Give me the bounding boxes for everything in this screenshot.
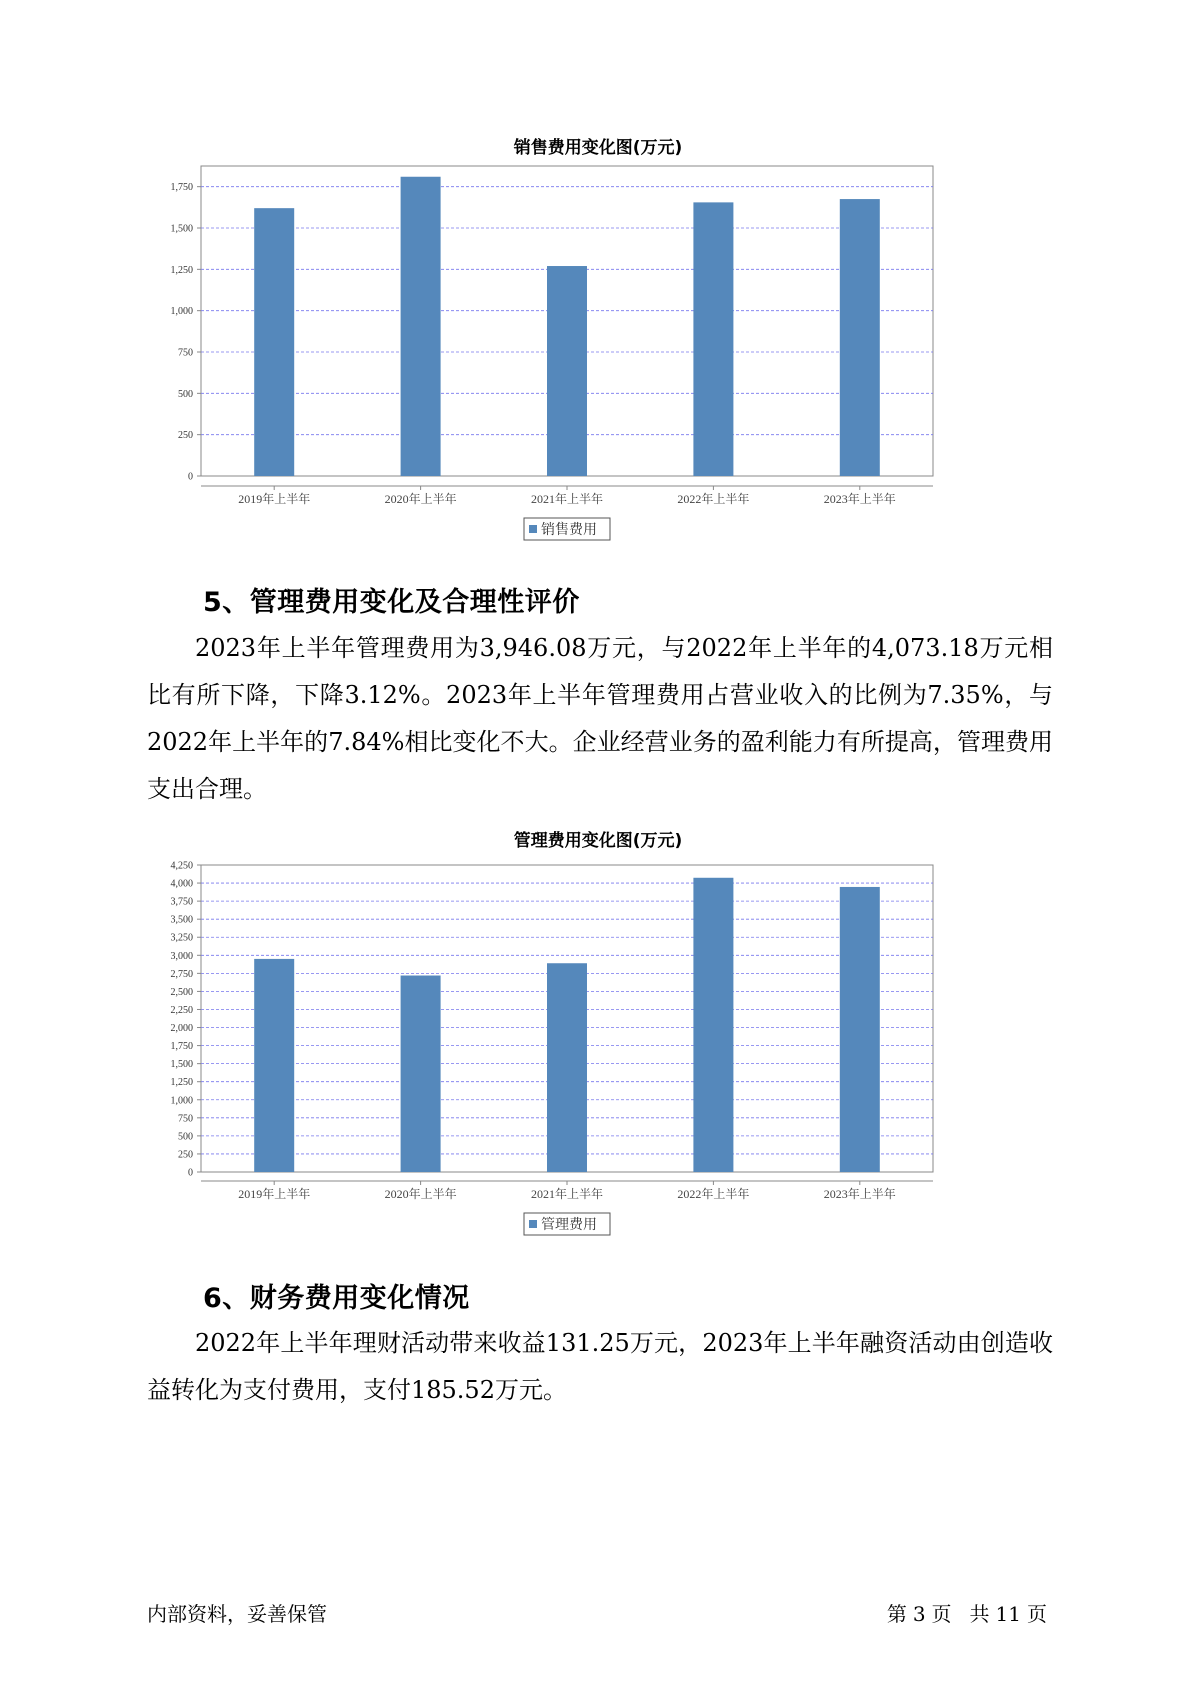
page-prefix: 第 [886, 1602, 907, 1626]
x-tick-label: 2022年上半年 [677, 492, 750, 506]
page-number: 3 [912, 1602, 926, 1626]
x-tick-label: 2021年上半年 [530, 492, 604, 506]
chart-title: 管理费用变化图(万元) [513, 831, 683, 851]
y-tick-label: 1,000 [170, 1095, 193, 1107]
y-tick-label: 0 [188, 471, 193, 483]
sales-expense-chart [168, 130, 1018, 550]
legend-label: 销售费用 [541, 523, 597, 538]
section-5-heading: 5、管理费用变化及合理性评价 [203, 587, 580, 618]
y-tick-label: 4,000 [170, 878, 193, 890]
y-tick-label: 1,500 [170, 223, 193, 235]
bar [401, 177, 441, 476]
bar [547, 266, 587, 476]
y-tick-label: 2,500 [170, 986, 193, 998]
y-tick-label: 500 [178, 1131, 193, 1143]
legend-swatch [529, 525, 537, 533]
chart-title: 销售费用变化图(万元) [513, 138, 683, 158]
y-tick-label: 1,000 [170, 306, 193, 318]
y-tick-label: 250 [178, 1149, 193, 1161]
x-tick-label: 2020年上半年 [384, 1187, 457, 1201]
y-tick-label: 0 [188, 1167, 193, 1179]
total-prefix: 共 [969, 1602, 990, 1626]
page-suffix: 页 [931, 1602, 952, 1626]
x-tick-label: 2020年上半年 [384, 492, 457, 506]
bar [254, 208, 294, 476]
y-tick-label: 2,250 [170, 1004, 193, 1016]
bar [401, 976, 441, 1172]
footer-page-info [887, 1598, 1053, 1627]
bar [547, 963, 587, 1172]
y-tick-label: 3,250 [170, 932, 193, 944]
y-tick-label: 2,000 [170, 1023, 193, 1035]
x-tick-label: 2019年上半年 [238, 492, 311, 506]
y-tick-label: 4,250 [170, 860, 193, 872]
sales-expense-chart-svg [168, 130, 1028, 550]
y-tick-label: 500 [178, 388, 193, 400]
section-5-paragraph: 2023年上半年管理费用为3,946.08万元，与2022年上半年的4,073.18万元相比有所下降，下降3.12%。2023年上半年管理费用占营业收入的比例为7.35%，与2022年上半年的7.84%相比变化不大。企业经营业务的盈利能力有所提高，管理费用支出合理。 [147, 634, 1053, 803]
y-tick-label: 1,250 [170, 1077, 193, 1089]
bar [693, 202, 733, 476]
y-tick-label: 3,500 [170, 914, 193, 926]
management-expense-chart [168, 823, 1018, 1243]
x-tick-label: 2021年上半年 [530, 1187, 604, 1201]
footer-confidential-note: 内部资料，妥善保管 [147, 1602, 327, 1626]
y-tick-label: 1,250 [170, 264, 193, 276]
x-tick-label: 2023年上半年 [823, 492, 896, 506]
y-tick-label: 3,750 [170, 896, 193, 908]
section-6-paragraph: 2022年上半年理财活动带来收益131.25万元，2023年上半年融资活动由创造收益转化为支付费用，支付185.52万元。 [147, 1329, 1053, 1404]
legend-swatch [529, 1220, 537, 1228]
bar [693, 878, 733, 1172]
y-tick-label: 1,500 [170, 1059, 193, 1071]
section-6-heading: 6、财务费用变化情况 [203, 1283, 470, 1314]
management-expense-chart-svg [168, 823, 1028, 1243]
bar [840, 887, 880, 1172]
x-tick-label: 2022年上半年 [677, 1187, 750, 1201]
bar [254, 959, 294, 1172]
x-tick-label: 2019年上半年 [238, 1187, 311, 1201]
y-tick-label: 250 [178, 430, 193, 442]
y-tick-label: 750 [178, 347, 193, 359]
total-pages: 11 [995, 1602, 1021, 1626]
legend-label: 管理费用 [541, 1218, 597, 1233]
y-tick-label: 750 [178, 1113, 193, 1125]
y-tick-label: 3,000 [170, 950, 193, 962]
y-tick-label: 1,750 [170, 182, 193, 194]
bar [840, 199, 880, 476]
total-suffix: 页 [1027, 1602, 1047, 1626]
y-tick-label: 2,750 [170, 968, 193, 980]
x-tick-label: 2023年上半年 [823, 1187, 896, 1201]
y-tick-label: 1,750 [170, 1041, 193, 1053]
